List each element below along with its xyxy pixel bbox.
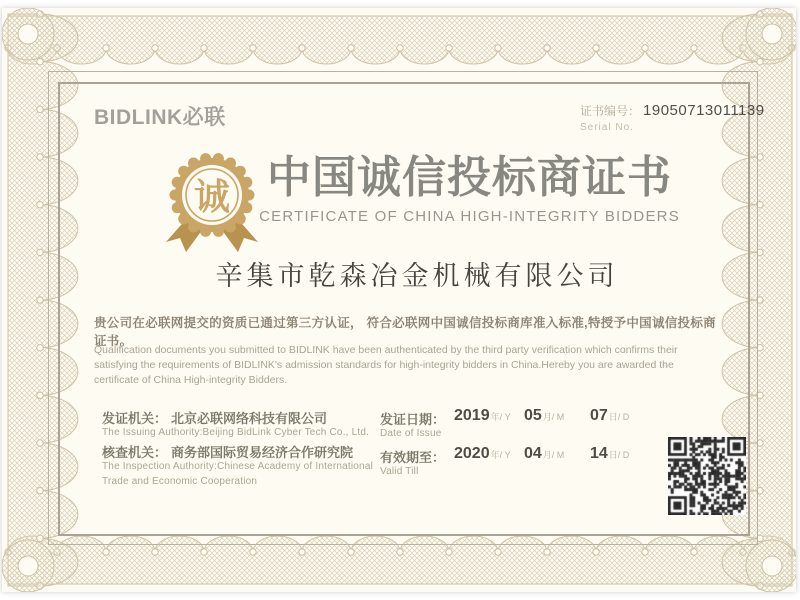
valid-till-sublabel: Valid Till — [380, 466, 419, 477]
inspection-label: 核查机关： — [102, 445, 168, 460]
issue-date-sublabel: Date of Issue — [380, 428, 442, 439]
valid-till-day: 14日/ D — [590, 445, 630, 462]
valid-till-year: 2020年/ Y — [454, 445, 511, 462]
issuing-label: 发证机关： — [102, 411, 168, 426]
issuing-sublabel: The Issuing Authority:Beijing BidLink Cyber Tech Co., Ltd. — [102, 427, 370, 438]
qr-code — [668, 437, 746, 515]
serial-value: 19050713011139 — [643, 102, 765, 119]
bidlink-logo: BIDLINK必联 — [94, 106, 226, 129]
inspection-authority-row — [102, 442, 353, 462]
issuing-value: 北京必联网络科技有限公司 — [171, 411, 328, 426]
serial-number-row — [580, 102, 765, 119]
issue-date-label: 发证日期： — [380, 412, 446, 427]
issuing-authority-row — [102, 408, 327, 428]
medal-character: 诚 — [193, 176, 231, 218]
issue-date-row — [380, 407, 680, 427]
issue-date-day: 07日/ D — [590, 407, 630, 424]
valid-till-row — [380, 445, 680, 465]
issue-date-year: 2019年/ Y — [454, 407, 511, 424]
certificate-title: 中国诚信投标商证书 — [267, 153, 672, 202]
company-name: 辛集市乾森冶金机械有限公司 — [215, 261, 619, 292]
certificate-paper — [2, 8, 796, 592]
inspection-sublabel-line1: The Inspection Authority:Chinese Academy of International — [102, 461, 373, 472]
inspection-sublabel-line2: Trade and Economic Cooperation — [102, 476, 258, 487]
certificate-title-en: CERTIFICATE OF CHINA HIGH-INTEGRITY BIDDERS — [259, 208, 680, 225]
issue-date-month: 05月/ M — [524, 407, 565, 424]
body-text-en: Qualification documents you submitted to BIDLINK have been authenticated by the third party verification which confirms their satisfying the requirements of BIDLINK's admission standards for high-integrity bidders in China.Hereby you are awarded the certificate of China High-integrity Bidders. — [94, 344, 678, 386]
body-text-zh: 贵公司在必联网提交的资质已通过第三方认证， 符合必联网中国诚信投标商库准入标准,特授予中国诚信投标商证书。 — [94, 316, 716, 348]
valid-till-month: 04月/ M — [524, 445, 565, 462]
valid-till-label: 有效期至： — [380, 450, 446, 465]
serial-label: 证书编号： — [580, 104, 641, 118]
title-block — [247, 153, 692, 225]
inspection-value: 商务部国际贸易经济合作研究院 — [171, 445, 354, 460]
serial-sublabel: Serial No. — [580, 122, 634, 133]
